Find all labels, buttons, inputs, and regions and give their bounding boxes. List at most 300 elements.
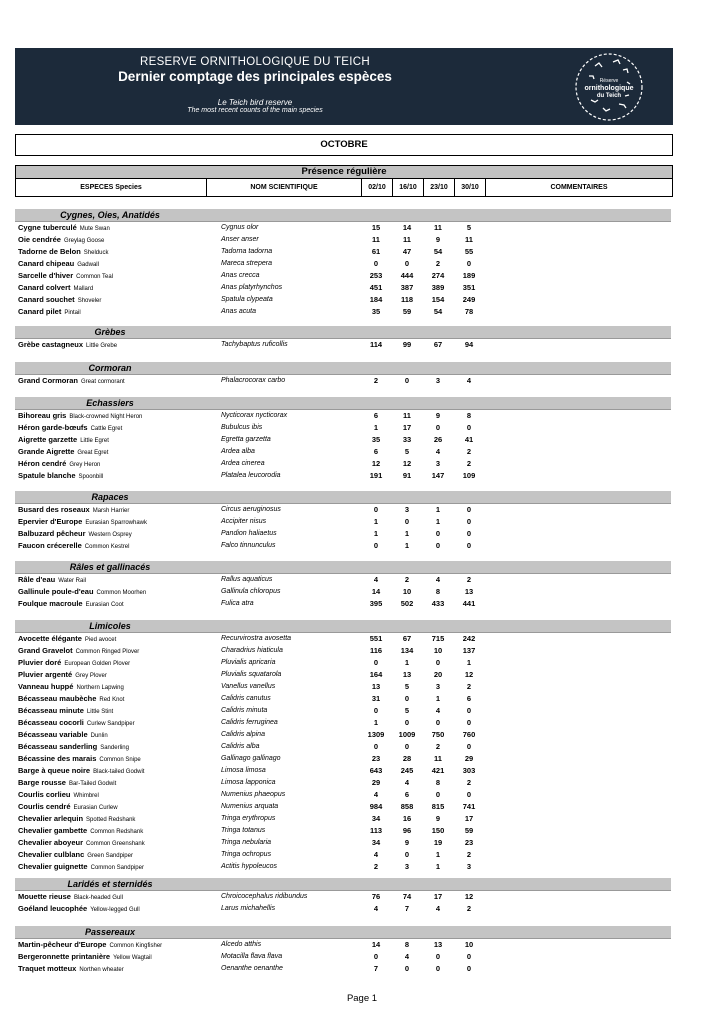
count-cell: 116 — [369, 646, 383, 655]
section-title: Cygnes, Oies, Anatidés — [60, 210, 160, 220]
count-cell: 8 — [466, 411, 472, 420]
table-row — [15, 375, 671, 387]
table-row — [15, 837, 671, 849]
table-row — [15, 258, 671, 270]
count-cell: 1 — [404, 658, 410, 667]
month-title: OCTOBRE — [15, 134, 673, 156]
count-cell: 0 — [435, 718, 441, 727]
count-cell: 3 — [435, 376, 441, 385]
table-row — [15, 246, 671, 258]
count-cell: 74 — [402, 892, 412, 901]
count-cell: 23 — [371, 754, 381, 763]
species-name-en: Common Kingfisher — [109, 943, 163, 949]
scientific-name: Spatula clypeata — [221, 296, 273, 303]
species-name-en: Black-headed Gull — [73, 895, 123, 901]
count-cell: 20 — [433, 670, 443, 679]
count-cell: 54 — [433, 307, 443, 316]
section-header — [15, 326, 671, 339]
count-cell: 9 — [435, 235, 441, 244]
count-cell: 3 — [404, 862, 410, 871]
count-cell: 0 — [466, 718, 472, 727]
scientific-name: Calidris ferruginea — [221, 719, 278, 726]
count-cell: 17 — [433, 892, 443, 901]
count-cell: 0 — [466, 706, 472, 715]
table-row — [15, 282, 671, 294]
count-cell: 17 — [464, 814, 474, 823]
species-name-fr: Goéland leucophée — [18, 904, 88, 913]
species-name-en: Curlew Sandpiper — [86, 721, 135, 727]
table-row — [15, 504, 671, 516]
species-name-fr: Epervier d'Europe — [18, 517, 83, 526]
count-cell: 14 — [371, 940, 381, 949]
species-name-fr: Canard souchet — [18, 295, 75, 304]
count-cell: 643 — [369, 766, 383, 775]
species-name-fr: Bergeronnette printanière — [18, 952, 111, 961]
count-cell: 4 — [373, 850, 379, 859]
species-name-en: Little Grebe — [86, 343, 118, 349]
count-cell: 1009 — [398, 730, 416, 739]
count-cell: 4 — [435, 447, 441, 456]
count-cell: 551 — [369, 634, 383, 643]
section-header — [15, 362, 671, 375]
scientific-name: Gallinula chloropus — [221, 588, 281, 595]
scientific-name: Anas platyrhynchos — [221, 284, 283, 291]
count-cell: 94 — [464, 340, 474, 349]
count-cell: 6 — [373, 447, 379, 456]
count-cell: 5 — [404, 682, 410, 691]
table-row — [15, 633, 671, 645]
species-name-en: Yellow Wagtail — [113, 955, 152, 961]
count-cell: 0 — [373, 505, 379, 514]
section-title: Echassiers — [86, 398, 134, 408]
count-cell: 54 — [433, 247, 443, 256]
table-row — [15, 813, 671, 825]
count-cell: 55 — [464, 247, 474, 256]
count-cell: 0 — [466, 541, 472, 550]
count-cell: 441 — [462, 599, 476, 608]
species-name-en: Common Ringed Plover — [75, 649, 140, 655]
scientific-name: Motacilla flava flava — [221, 953, 283, 960]
count-cell: 0 — [404, 718, 410, 727]
species-name — [18, 598, 124, 611]
scientific-name: Accipiter nisus — [221, 518, 267, 525]
scientific-name: Charadrius hiaticula — [221, 647, 283, 654]
table-row — [15, 693, 671, 705]
count-cell: 2 — [466, 682, 472, 691]
count-cell: 61 — [371, 247, 381, 256]
count-cell: 0 — [373, 706, 379, 715]
count-cell: 118 — [400, 295, 414, 304]
species-name-en: Eurasian Sparrowhawk — [85, 520, 148, 526]
count-cell: 137 — [462, 646, 476, 655]
section-title: Cormoran — [88, 363, 132, 373]
count-cell: 10 — [402, 587, 412, 596]
col-date-4: 30/10 — [455, 179, 486, 196]
scientific-name: Limosa lapponica — [221, 779, 276, 786]
count-cell: 2 — [435, 742, 441, 751]
presence-band: Présence régulière — [15, 165, 673, 179]
scientific-name: Recurvirostra avosetta — [221, 635, 292, 642]
count-cell: 249 — [462, 295, 476, 304]
species-name-en: Grey Heron — [69, 462, 101, 468]
count-cell: 11 — [434, 754, 442, 763]
count-cell: 2 — [466, 778, 472, 787]
scientific-name: Tadorna tadorna — [221, 248, 273, 255]
species-name-fr: Cygne tuberculé — [18, 223, 77, 232]
species-name-fr: Grand Gravelot — [18, 646, 73, 655]
count-cell: 23 — [464, 838, 474, 847]
species-name-fr: Tadorne de Belon — [18, 247, 81, 256]
section-title: Laridés et sternidés — [67, 879, 153, 889]
count-cell: 1 — [435, 505, 441, 514]
count-cell: 13 — [433, 940, 443, 949]
table-row — [15, 294, 671, 306]
species-name-en: Eurasian Coot — [85, 602, 124, 608]
species-name-en: Black-tailed Godwit — [93, 769, 145, 775]
count-cell: 13 — [464, 587, 474, 596]
count-cell: 0 — [373, 742, 379, 751]
scientific-name: Vanellus vanellus — [221, 683, 276, 690]
table-row — [15, 951, 671, 963]
count-cell: 0 — [466, 790, 472, 799]
section-title: Limicoles — [89, 621, 131, 631]
count-cell: 29 — [464, 754, 474, 763]
species-name-en: European Golden Plover — [64, 661, 131, 667]
count-cell: 4 — [373, 790, 379, 799]
species-name-en: Common Teal — [76, 274, 114, 280]
count-cell: 5 — [404, 447, 410, 456]
count-cell: 750 — [431, 730, 445, 739]
species-name-en: Marsh Harrier — [92, 508, 130, 514]
table-row — [15, 891, 671, 903]
scientific-name: Actitis hypoleucos — [221, 863, 278, 870]
count-cell: 4 — [373, 904, 379, 913]
species-name-fr: Bécassine des marais — [18, 754, 97, 763]
count-cell: 1 — [404, 529, 410, 538]
count-cell: 1 — [435, 862, 441, 871]
scientific-name: Circus aeruginosus — [221, 506, 281, 513]
english-subtitle-2: The most recent counts of the main species — [187, 107, 323, 114]
count-cell: 1 — [435, 850, 441, 859]
species-name — [18, 375, 125, 388]
count-cell: 3 — [404, 505, 410, 514]
count-cell: 0 — [404, 259, 410, 268]
count-cell: 0 — [404, 517, 410, 526]
species-name-en: Gadwall — [77, 262, 99, 268]
table-row — [15, 861, 671, 873]
count-cell: 16 — [402, 814, 412, 823]
count-cell: 15 — [371, 223, 381, 232]
count-cell: 0 — [373, 658, 379, 667]
count-cell: 0 — [435, 529, 441, 538]
species-name-en: Whimbrel — [73, 793, 99, 799]
count-cell: 7 — [373, 964, 379, 973]
species-name-fr: Chevalier arlequin — [18, 814, 84, 823]
count-cell: 3 — [466, 862, 472, 871]
count-cell: 253 — [369, 271, 383, 280]
count-cell: 351 — [462, 283, 476, 292]
species-name-en: Green Sandpiper — [87, 853, 133, 859]
count-cell: 35 — [371, 435, 381, 444]
species-name — [18, 540, 129, 553]
table-row — [15, 645, 671, 657]
table-row — [15, 422, 671, 434]
table-row — [15, 753, 671, 765]
species-name-fr: Barge à queue noire — [18, 766, 91, 775]
table-row — [15, 939, 671, 951]
count-cell: 11 — [465, 235, 473, 244]
table-row — [15, 306, 671, 318]
species-name-en: Mallard — [73, 286, 94, 292]
col-species: ESPECES Species — [16, 179, 207, 196]
species-name-en: Pied avocet — [84, 637, 117, 643]
count-cell: 0 — [404, 376, 410, 385]
count-cell: 34 — [371, 814, 381, 823]
scientific-name: Tachybaptus ruficollis — [221, 341, 288, 348]
count-cell: 8 — [404, 940, 410, 949]
species-name-fr: Vanneau huppé — [18, 682, 74, 691]
count-cell: 7 — [404, 904, 410, 913]
species-name-en: Western Osprey — [88, 532, 132, 538]
count-cell: 2 — [466, 904, 472, 913]
species-name-fr: Foulque macroule — [18, 599, 83, 608]
count-cell: 19 — [433, 838, 443, 847]
count-cell: 17 — [402, 423, 412, 432]
count-cell: 150 — [431, 826, 445, 835]
table-row — [15, 729, 671, 741]
species-name-fr: Chevalier culblanc — [18, 850, 85, 859]
count-cell: 134 — [400, 646, 414, 655]
table-row — [15, 470, 671, 482]
count-cell: 11 — [372, 235, 380, 244]
count-cell: 6 — [373, 411, 379, 420]
count-cell: 0 — [373, 952, 379, 961]
count-cell: 395 — [369, 599, 383, 608]
col-date-3: 23/10 — [424, 179, 455, 196]
species-name-fr: Mouette rieuse — [18, 892, 71, 901]
scientific-name: Gallinago gallinago — [221, 755, 281, 762]
species-name-fr: Balbuzard pêcheur — [18, 529, 86, 538]
count-cell: 2 — [466, 459, 472, 468]
species-name-en: Common Kestrel — [84, 544, 130, 550]
table-row — [15, 458, 671, 470]
count-cell: 9 — [404, 838, 410, 847]
count-cell: 0 — [404, 742, 410, 751]
species-name — [18, 903, 140, 916]
count-cell: 4 — [435, 706, 441, 715]
count-cell: 184 — [369, 295, 383, 304]
section-header — [15, 878, 671, 891]
count-cell: 0 — [404, 964, 410, 973]
scientific-name: Tringa ochropus — [221, 851, 272, 858]
species-name-en: Northen wheater — [79, 967, 124, 973]
section-title: Grèbes — [94, 327, 126, 337]
count-cell: 34 — [371, 838, 381, 847]
count-cell: 0 — [404, 850, 410, 859]
table-row — [15, 765, 671, 777]
table-row — [15, 681, 671, 693]
species-name-en: Common Redshank — [90, 829, 144, 835]
scientific-name: Calidris alba — [221, 743, 260, 750]
count-cell: 387 — [400, 283, 414, 292]
count-cell: 26 — [433, 435, 443, 444]
species-name-fr: Spatule blanche — [18, 471, 76, 480]
count-cell: 815 — [431, 802, 445, 811]
section-header — [15, 491, 671, 504]
count-cell: 5 — [404, 706, 410, 715]
count-cell: 4 — [466, 376, 472, 385]
table-row — [15, 586, 671, 598]
count-cell: 91 — [402, 471, 412, 480]
logo-text-2: ornithologique — [584, 85, 634, 92]
count-cell: 4 — [435, 904, 441, 913]
count-cell: 78 — [464, 307, 474, 316]
species-name-en: Spotted Redshank — [86, 817, 136, 823]
table-row — [15, 410, 671, 422]
species-name-en: Bar-Tailed Godwit — [68, 781, 117, 787]
species-name-en: Sanderling — [100, 745, 129, 751]
species-name-fr: Oie cendrée — [18, 235, 61, 244]
species-name-fr: Aigrette garzette — [18, 435, 78, 444]
species-name-en: Water Rail — [58, 578, 87, 584]
count-cell: 8 — [435, 587, 441, 596]
species-name — [18, 470, 103, 483]
scientific-name: Falco tinnunculus — [221, 542, 276, 549]
count-cell: 1 — [373, 718, 379, 727]
count-cell: 0 — [435, 658, 441, 667]
count-cell: 11 — [403, 235, 411, 244]
scientific-name: Tringa erythropus — [221, 815, 276, 822]
count-cell: 109 — [462, 471, 476, 480]
scientific-name: Nycticorax nycticorax — [221, 412, 288, 419]
count-cell: 984 — [369, 802, 383, 811]
species-name-en: Pintail — [64, 310, 81, 316]
count-cell: 2 — [466, 850, 472, 859]
species-name — [18, 861, 144, 874]
count-cell: 421 — [431, 766, 445, 775]
count-cell: 4 — [373, 575, 379, 584]
count-cell: 35 — [371, 307, 381, 316]
species-name-fr: Bécasseau sanderling — [18, 742, 98, 751]
count-cell: 1 — [435, 517, 441, 526]
species-name-en: Cattle Egret — [90, 426, 123, 432]
count-cell: 3 — [435, 682, 441, 691]
table-row — [15, 234, 671, 246]
scientific-name: Anas acuta — [221, 308, 257, 315]
species-name-fr: Canard chipeau — [18, 259, 75, 268]
table-row — [15, 903, 671, 915]
count-cell: 13 — [371, 682, 381, 691]
species-name-fr: Pluvier doré — [18, 658, 62, 667]
species-name-fr: Bécasseau maubèche — [18, 694, 97, 703]
species-name-en: Shoveler — [77, 298, 102, 304]
count-cell: 0 — [466, 423, 472, 432]
scientific-name: Pandion haliaetus — [221, 530, 277, 537]
count-cell: 0 — [373, 541, 379, 550]
count-cell: 858 — [400, 802, 414, 811]
report-title: Dernier comptage des principales espèces — [118, 69, 392, 84]
count-cell: 14 — [371, 587, 381, 596]
species-name-fr: Canard colvert — [18, 283, 71, 292]
table-row — [15, 270, 671, 282]
count-cell: 9 — [435, 411, 441, 420]
count-cell: 433 — [431, 599, 445, 608]
species-name-fr: Bécasseau variable — [18, 730, 88, 739]
count-cell: 2 — [404, 575, 410, 584]
report-header — [15, 48, 673, 125]
count-cell: 4 — [404, 778, 410, 787]
count-cell: 502 — [400, 599, 414, 608]
section-header — [15, 926, 671, 939]
species-name-fr: Grand Cormoran — [18, 376, 79, 385]
table-row — [15, 777, 671, 789]
count-cell: 242 — [462, 634, 476, 643]
count-cell: 147 — [431, 471, 445, 480]
section-title: Rapaces — [91, 492, 129, 502]
species-name-en: Grey Plover — [75, 673, 107, 679]
species-name-fr: Canard pilet — [18, 307, 62, 316]
count-cell: 389 — [431, 283, 445, 292]
species-name-fr: Busard des roseaux — [18, 505, 90, 514]
col-comments: COMMENTAIRES — [550, 184, 608, 191]
count-cell: 0 — [435, 541, 441, 550]
species-name-fr: Sarcelle d'hiver — [18, 271, 74, 280]
species-name-fr: Courlis corlieu — [18, 790, 71, 799]
count-cell: 114 — [369, 340, 383, 349]
scientific-name: Platalea leucorodia — [221, 472, 281, 479]
species-name-en: Little Egret — [80, 438, 109, 444]
scientific-name: Anser anser — [221, 236, 259, 243]
count-cell: 11 — [403, 411, 411, 420]
species-name-fr: Grande Aigrette — [18, 447, 75, 456]
count-cell: 47 — [402, 247, 412, 256]
table-row — [15, 657, 671, 669]
species-name-en: Common Snipe — [99, 757, 141, 763]
species-name-fr: Pluvier argenté — [18, 670, 73, 679]
table-row — [15, 801, 671, 813]
count-cell: 1 — [466, 658, 472, 667]
count-cell: 6 — [466, 694, 472, 703]
species-name-en: Northern Lapwing — [76, 685, 124, 691]
scientific-name: Numenius phaeopus — [221, 791, 286, 798]
count-cell: 9 — [435, 814, 441, 823]
scientific-name: Numenius arquata — [221, 803, 279, 810]
table-row — [15, 339, 671, 351]
count-cell: 4 — [404, 952, 410, 961]
scientific-name: Calidris alpina — [221, 731, 265, 738]
table-row — [15, 741, 671, 753]
species-name-fr: Chevalier aboyeur — [18, 838, 84, 847]
section-header — [15, 397, 671, 410]
count-cell: 0 — [435, 964, 441, 973]
scientific-name: Calidris minuta — [221, 707, 268, 714]
species-name-fr: Grèbe castagneux — [18, 340, 84, 349]
scientific-name: Mareca strepera — [221, 260, 272, 267]
count-cell: 0 — [435, 952, 441, 961]
species-name-en: Common Greenshank — [86, 841, 145, 847]
count-cell: 59 — [464, 826, 474, 835]
count-cell: 0 — [435, 790, 441, 799]
count-cell: 2 — [466, 447, 472, 456]
count-cell: 1 — [373, 517, 379, 526]
species-name-fr: Courlis cendré — [18, 802, 71, 811]
scientific-name: Oenanthe oenanthe — [221, 965, 283, 972]
species-name-en: Red Knot — [99, 697, 125, 703]
count-cell: 0 — [404, 694, 410, 703]
table-row — [15, 705, 671, 717]
scientific-name: Rallus aquaticus — [221, 576, 273, 583]
scientific-name: Tringa totanus — [221, 827, 266, 834]
